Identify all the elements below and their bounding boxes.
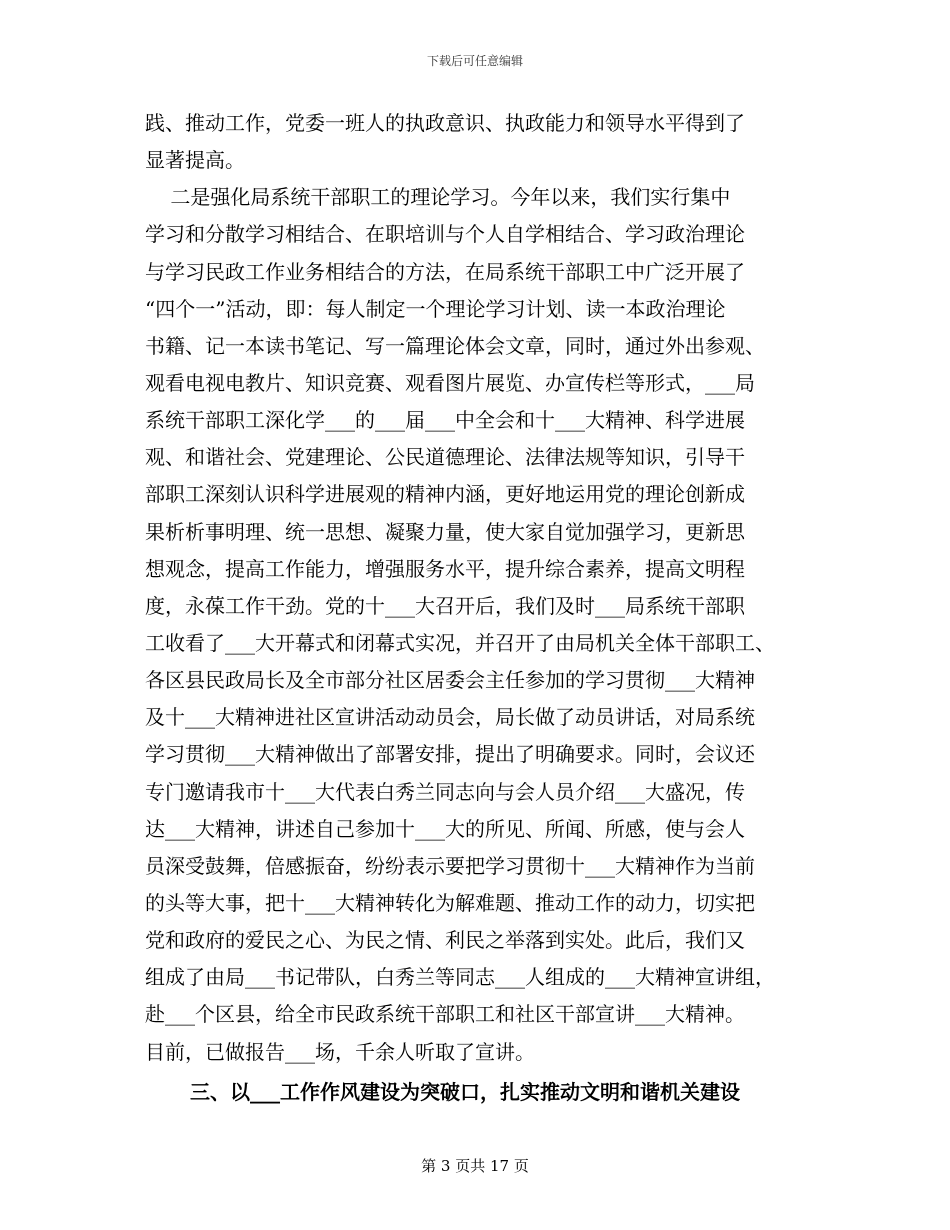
text-line: 专门邀请我市十___大代表白秀兰同志向与会人员介绍___大盛况，传 — [145, 779, 745, 804]
text-line: “四个一”活动，即：每人制定一个理论学习计划、读一本政治理论 — [145, 296, 726, 321]
page-footer: 第 3 页共 17 页 — [421, 1157, 529, 1175]
text-line: 系统干部职工深化学___的___届___中全会和十___大精神、科学进展 — [145, 408, 745, 433]
text-line: 学习贯彻___大精神做出了部署安排，提出了明确要求。同时，会议还 — [145, 742, 755, 767]
text-line: 达___大精神，讲述自己参加十___大的所见、所闻、所感，使与会人 — [145, 816, 745, 841]
page-header: 下载后可任意编辑 — [426, 54, 523, 68]
text-line: 二是强化局系统干部职工的理论学习。今年以来，我们实行集中 — [145, 185, 731, 210]
text-line: 部职工深刻认识科学进展观的精神内涵，更好地运用党的理论创新成 — [145, 482, 745, 507]
text-line: 各区县民政局长及全市部分社区居委会主任参加的学习贯彻___大精神 — [145, 668, 755, 693]
text-line: 员深受鼓舞，倍感振奋，纷纷表示要把学习贯彻十___大精神作为当前 — [145, 853, 755, 878]
body-text — [145, 105, 810, 1071]
text-line: 与学习民政工作业务相结合的方法，在局系统干部职工中广泛开展了 — [145, 259, 745, 284]
text-line: 组成了由局___书记带队，白秀兰等同志___人组成的___大精神宣讲组， — [145, 965, 775, 990]
text-line: 及十___大精神进社区宣讲活动动员会，局长做了动员讲话，对局系统 — [145, 705, 755, 730]
text-line: 书籍、记一本读书笔记、写一篇理论体会文章，同时，通过外出参观、 — [145, 333, 765, 358]
section-heading: 三、以___工作作风建设为突破口，扎实推动文明和谐机关建设 — [190, 1080, 740, 1104]
text-line: 观、和谐社会、党建理论、公民道德理论、法律法规等知识，引导干 — [145, 445, 745, 470]
text-line: 显著提高。 — [145, 148, 245, 173]
text-line: 践、推动工作，党委一班人的执政意识、执政能力和领导水平得到了 — [145, 111, 745, 135]
text-line: 党和政府的爱民之心、为民之情、利民之举落到实处。此后，我们又 — [145, 928, 745, 953]
text-line: 的头等大事，把十___大精神转化为解难题、推动工作的动力，切实把 — [145, 890, 755, 915]
text-line: 度，永葆工作干劲。党的十___大召开后，我们及时___局系统干部职 — [145, 593, 745, 618]
text-line: 赴___个区县，给全市民政系统干部职工和社区干部宣讲___大精神。 — [145, 1002, 745, 1027]
text-line: 目前，已做报告___场，千余人听取了宣讲。 — [145, 1039, 535, 1064]
text-line: 工收看了___大开幕式和闭幕式实况，并召开了由局机关全体干部职工、 — [145, 630, 775, 655]
text-line: 学习和分散学习相结合、在职培训与个人自学相结合、学习政治理论 — [145, 222, 745, 247]
text-line: 观看电视电教片、知识竞赛、观看图片展览、办宣传栏等形式，___局 — [145, 370, 755, 395]
text-line: 想观念，提高工作能力，增强服务水平，提升综合素养，提高文明程 — [145, 556, 745, 581]
text-line: 果析析事明理、统一思想、凝聚力量，使大家自觉加强学习，更新思 — [145, 519, 745, 544]
